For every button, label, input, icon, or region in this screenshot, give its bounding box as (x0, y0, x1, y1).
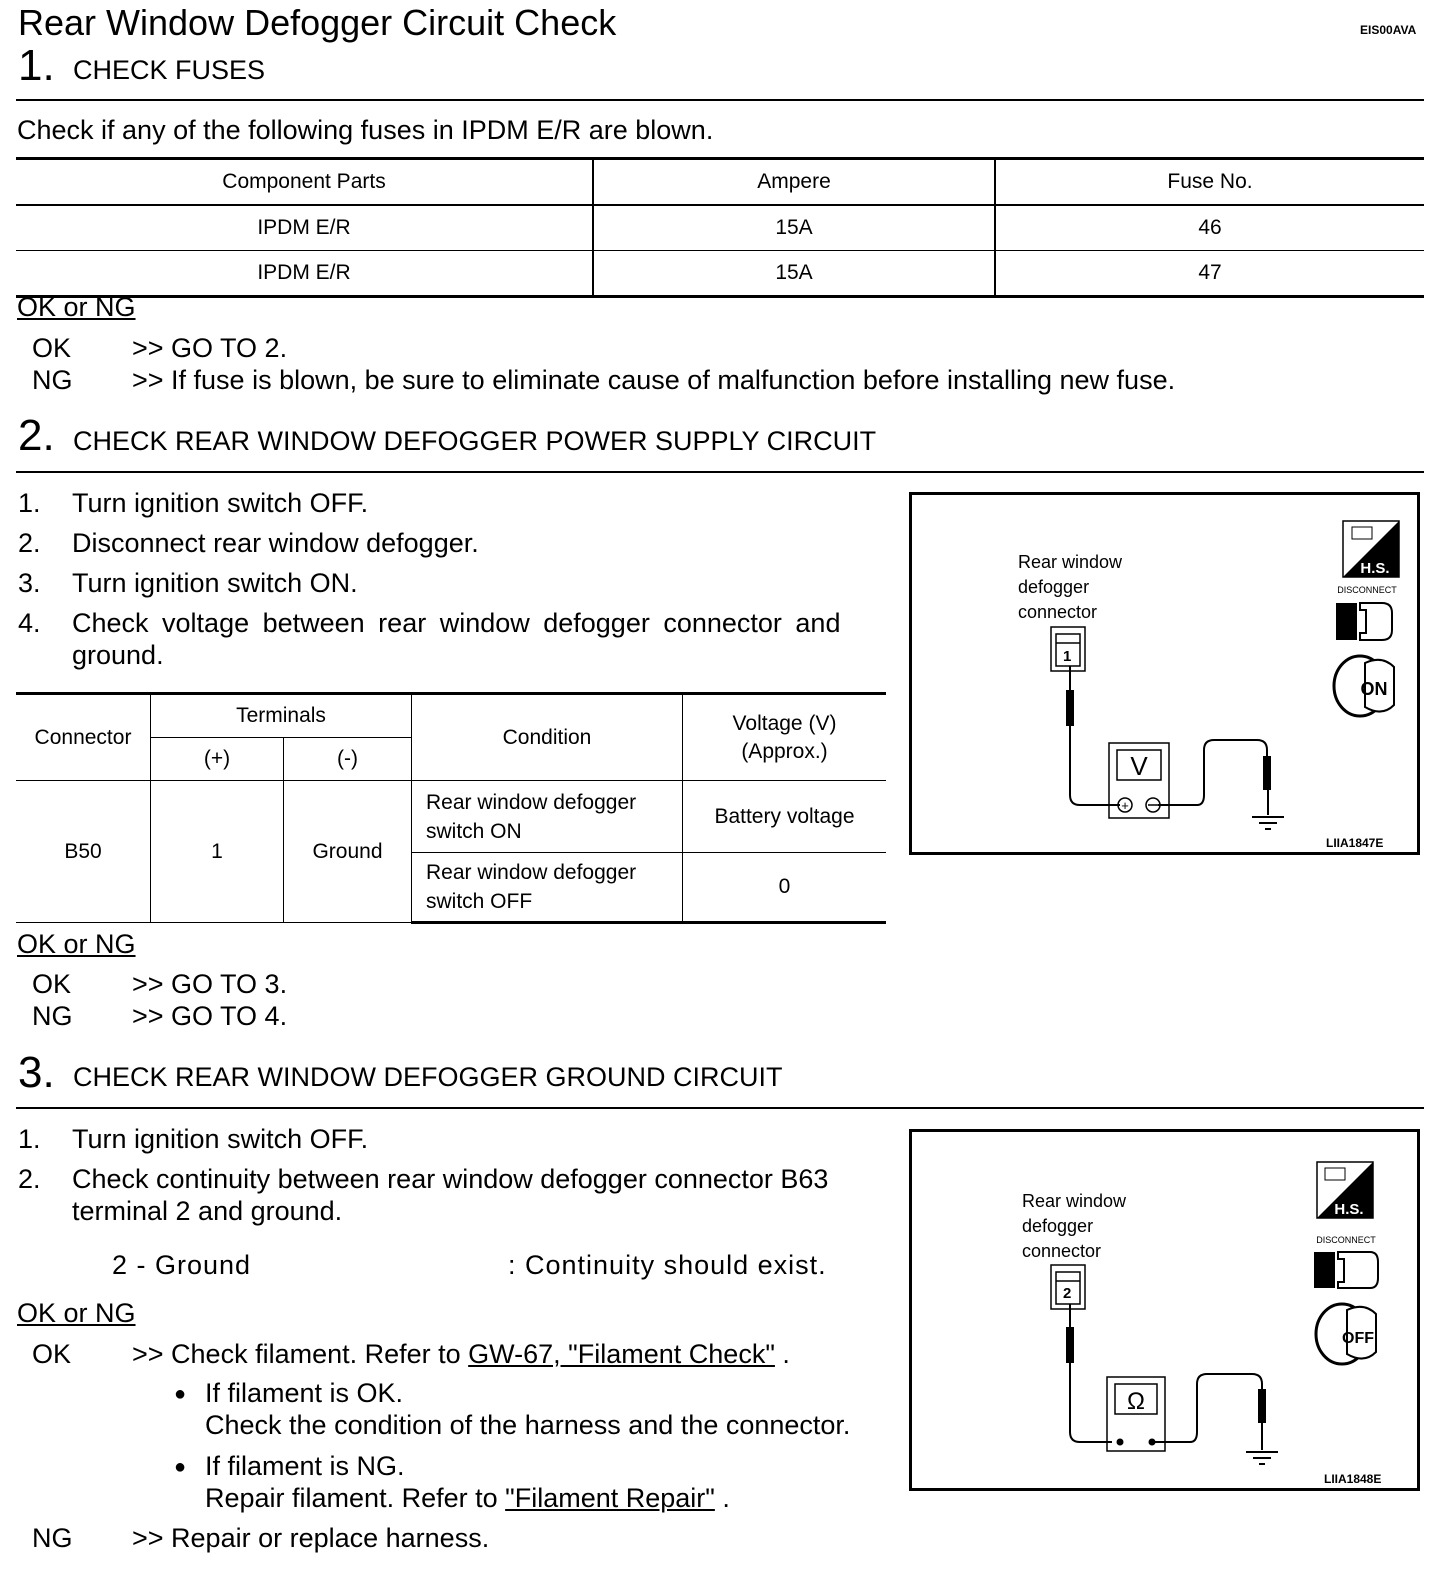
key-position-label: OFF (1342, 1330, 1374, 1347)
step-text: Disconnect rear window defogger. (72, 528, 479, 558)
step-number: 1. (18, 41, 55, 90)
condition-text: Rear window defogger (426, 790, 637, 814)
bullet-text-part: Repair filament. Refer to (205, 1483, 506, 1513)
step-index: 1. (18, 1124, 41, 1154)
condition-text: switch OFF (426, 890, 533, 913)
step-heading: CHECK REAR WINDOW DEFOGGER GROUND CIRCUIT (73, 1062, 783, 1092)
probe-wires (1067, 666, 1284, 829)
diagram-label: connector (1018, 602, 1098, 622)
table-cell: 0 (683, 853, 887, 923)
ignition-key-icon (1316, 1304, 1376, 1364)
ok-ng-heading: OK or NG (17, 1298, 136, 1328)
ok-result-text: >> Check filament. Refer to (132, 1339, 469, 1369)
ok-ng-heading: OK or NG (17, 929, 136, 959)
instruction: Check if any of the following fuses in IPDM E/R are blown. (17, 115, 714, 145)
filament-check-link[interactable]: GW-67, "Filament Check" (468, 1339, 775, 1369)
step-text: terminal 2 and ground. (72, 1196, 343, 1226)
continuity-check-diagram (909, 1129, 1420, 1491)
step-index: 3. (18, 568, 41, 598)
doc-code: EIS00AVA (1360, 23, 1417, 37)
voltage-table (16, 692, 886, 924)
step-index: 1. (18, 488, 41, 518)
key-position-label: ON (1360, 679, 1388, 699)
voltage-check-diagram (909, 492, 1420, 855)
voltmeter-icon (1109, 743, 1169, 818)
voltage-header-sub: (Approx.) (741, 739, 828, 763)
ok-result-text: . (774, 1339, 790, 1369)
table-cell: B50 (16, 781, 151, 923)
ng-result: >> GO TO 4. (132, 1001, 288, 1031)
step-text: Turn ignition switch OFF. (72, 1124, 369, 1154)
hs-icon (1343, 521, 1399, 577)
step-heading: CHECK FUSES (73, 55, 266, 85)
bullet-text: If filament is NG. (205, 1451, 405, 1481)
ok-label: OK (32, 1339, 72, 1369)
bullet-text: If filament is OK. (205, 1378, 404, 1408)
step-text: Check continuity between rear window defogger connector B63 (72, 1164, 829, 1194)
disconnect-icon (1314, 1252, 1378, 1288)
ok-result: >> GO TO 2. (132, 333, 288, 363)
bullet-text-part: . (714, 1483, 730, 1513)
figure-code: LIIA1847E (1326, 836, 1384, 850)
ng-label: NG (32, 365, 73, 395)
ok-label: OK (32, 969, 72, 999)
step-index: 4. (18, 608, 41, 638)
step-text: Check voltage between rear window defogger connector and (72, 608, 841, 638)
ng-result: >> Repair or replace harness. (132, 1523, 490, 1553)
ok-label: OK (32, 333, 72, 363)
step-index: 2. (18, 528, 41, 558)
spec-terminals: 2 - Ground (112, 1250, 252, 1280)
bullet-icon: ● (174, 1383, 187, 1405)
table-cell: 15A (593, 205, 995, 251)
page-title: Rear Window Defogger Circuit Check (18, 2, 617, 43)
divider (16, 99, 1424, 101)
ok-result (132, 1338, 790, 1370)
diagram-label: defogger (1022, 1216, 1094, 1236)
column-header: Terminals (151, 694, 412, 738)
bullet-text (205, 1482, 730, 1514)
meter-symbol: Ω (1127, 1388, 1145, 1415)
table-cell: 46 (995, 205, 1424, 251)
svg-text:+: + (1121, 798, 1129, 813)
table-cell (412, 853, 683, 923)
ohmmeter-icon (1107, 1377, 1165, 1451)
step-text: ground. (72, 640, 164, 670)
column-header: Fuse No. (995, 159, 1424, 206)
step-heading: CHECK REAR WINDOW DEFOGGER POWER SUPPLY CIRCUIT (73, 426, 877, 456)
hs-label: H.S. (1334, 1201, 1364, 1218)
table-cell: 15A (593, 251, 995, 297)
disconnect-icon (1336, 603, 1392, 640)
terminal-number: 2 (1063, 1285, 1072, 1302)
divider (16, 1107, 1424, 1109)
table-row (16, 205, 1424, 251)
fuse-table (16, 157, 1424, 298)
step-number: 2. (18, 411, 55, 460)
column-header (683, 694, 887, 781)
table-cell: Battery voltage (683, 781, 887, 853)
column-header: Connector (16, 694, 151, 781)
bullet-text: Check the condition of the harness and the connector. (205, 1410, 851, 1440)
diagram-label: connector (1022, 1241, 1102, 1261)
table-cell: 1 (151, 781, 284, 923)
table-cell: IPDM E/R (257, 261, 351, 284)
ng-label: NG (32, 1523, 73, 1553)
table-row (16, 251, 1424, 297)
column-header: (+) (151, 738, 284, 781)
hs-label: H.S. (1360, 560, 1390, 577)
figure-code: LIIA1848E (1324, 1472, 1382, 1486)
table-cell: 47 (995, 251, 1424, 297)
bullet-icon: ● (174, 1456, 187, 1478)
column-header: Ampere (593, 159, 995, 206)
hs-icon (1317, 1162, 1373, 1218)
diagram-label: Rear window (1022, 1191, 1127, 1211)
diagram-label: defogger (1018, 577, 1090, 597)
spec-value: : Continuity should exist. (508, 1250, 827, 1280)
condition-text: Rear window defogger (426, 861, 637, 884)
table-cell: Ground (284, 781, 412, 923)
connector-icon (1051, 1265, 1085, 1309)
ignition-key-icon (1334, 656, 1394, 716)
column-header: (-) (284, 738, 412, 781)
divider (16, 471, 1424, 473)
disconnect-label: DISCONNECT (1337, 585, 1397, 595)
table-cell (412, 781, 683, 853)
ok-ng-heading: OK or NG (17, 292, 136, 322)
step-index: 2. (18, 1164, 41, 1194)
step-text: Turn ignition switch ON. (72, 568, 358, 598)
step-text: Turn ignition switch OFF. (72, 488, 369, 518)
ok-result: >> GO TO 3. (132, 969, 288, 999)
column-header: Component Parts (222, 170, 386, 193)
probe-wires (1067, 1304, 1278, 1464)
ng-label: NG (32, 1001, 73, 1031)
column-header: Condition (412, 694, 683, 781)
terminal-number: 1 (1063, 648, 1072, 665)
disconnect-label: DISCONNECT (1316, 1235, 1376, 1245)
ng-result: >> If fuse is blown, be sure to eliminate cause of malfunction before installing new fuse. (132, 365, 1176, 395)
connector-icon (1051, 627, 1085, 671)
step-number: 3. (18, 1048, 55, 1097)
filament-repair-link[interactable]: "Filament Repair" (505, 1483, 715, 1513)
condition-text: switch ON (426, 819, 522, 843)
meter-symbol: V (1130, 751, 1148, 781)
table-row (16, 781, 886, 853)
voltage-header: Voltage (V) (732, 711, 837, 735)
table-cell: IPDM E/R (257, 216, 351, 239)
diagram-label: Rear window (1018, 552, 1123, 572)
